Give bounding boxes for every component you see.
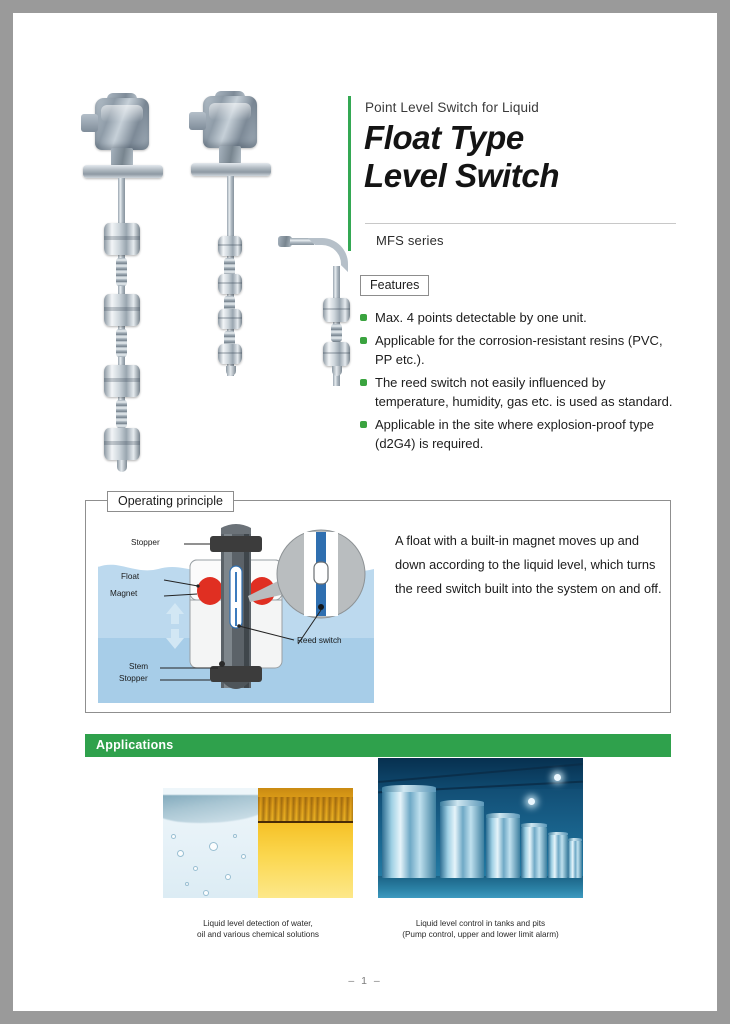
product-photo bbox=[73, 88, 358, 488]
storage-tank bbox=[440, 804, 484, 878]
float-2 bbox=[218, 274, 242, 294]
tank-farm-photo bbox=[378, 758, 583, 898]
page-footer: – 1 – bbox=[348, 975, 382, 987]
applications-heading: Applications bbox=[96, 738, 174, 752]
feature-item: The reed switch not easily influenced by temperature, humidity, gas etc. is used as standard. bbox=[360, 373, 680, 412]
figure-caption-line2: (Pump control, upper and lower limit alarm) bbox=[402, 930, 559, 939]
terminal-head bbox=[95, 98, 149, 150]
bubble bbox=[185, 882, 189, 886]
spring-3 bbox=[116, 400, 127, 428]
spring-1 bbox=[116, 258, 127, 286]
page-title bbox=[364, 119, 559, 195]
elbow-bend bbox=[308, 238, 348, 272]
bubble bbox=[171, 834, 176, 839]
float-1 bbox=[323, 298, 350, 322]
diagram-label-float: Float bbox=[121, 572, 140, 581]
float-1 bbox=[104, 223, 140, 255]
figure-caption-line2: oil and various chemical solutions bbox=[197, 930, 319, 939]
header-eyebrow: Point Level Switch for Liquid bbox=[365, 100, 539, 115]
page-title-line2: Level Switch bbox=[364, 157, 560, 194]
storage-tank bbox=[548, 834, 568, 878]
stem-tip bbox=[117, 460, 127, 472]
operating-principle-heading: Operating principle bbox=[107, 491, 234, 512]
applications-bar bbox=[85, 734, 671, 757]
bubble bbox=[177, 850, 184, 857]
figure-caption-line1: Liquid level detection of water, bbox=[203, 919, 313, 928]
cable-entry bbox=[189, 112, 206, 130]
water-oil-photo bbox=[163, 788, 353, 898]
figure-caption-line1: Liquid level control in tanks and pits bbox=[415, 919, 546, 928]
diagram-label-stopper-bottom: Stopper bbox=[119, 674, 148, 683]
float-2 bbox=[323, 342, 350, 366]
stem-tip bbox=[226, 366, 236, 376]
neck bbox=[111, 148, 133, 166]
ceiling-lamp bbox=[528, 798, 535, 805]
diagram-label-reed-switch: Reed switch bbox=[297, 636, 342, 645]
diagram-label-stem: Stem bbox=[129, 662, 149, 671]
neck bbox=[219, 146, 241, 164]
feature-item: Max. 4 points detectable by one unit. bbox=[360, 308, 680, 328]
storage-tank bbox=[486, 816, 520, 878]
diagram-label-magnet: Magnet bbox=[110, 589, 138, 598]
figure-caption bbox=[163, 918, 353, 940]
series-label: MFS series bbox=[376, 233, 444, 248]
float-2 bbox=[104, 294, 140, 326]
datasheet-page bbox=[13, 13, 717, 1011]
storage-tank bbox=[521, 826, 547, 878]
feature-item: Applicable for the corrosion-resistant resins (PVC, PP etc.). bbox=[360, 331, 680, 370]
storage-tank bbox=[382, 790, 436, 878]
storage-tank bbox=[568, 840, 582, 878]
application-figure-tanks bbox=[378, 758, 583, 938]
float-4 bbox=[104, 428, 140, 460]
page-title-line1: Float Type bbox=[364, 119, 524, 156]
cable-entry bbox=[81, 114, 98, 132]
bubble bbox=[203, 890, 209, 896]
operating-principle-diagram bbox=[98, 518, 374, 703]
bubble bbox=[209, 842, 218, 851]
terminal-head bbox=[203, 96, 257, 148]
spring-1 bbox=[331, 324, 342, 342]
bubble bbox=[233, 834, 237, 838]
ceiling-lamp bbox=[554, 774, 561, 781]
float-1 bbox=[218, 236, 242, 256]
process-flange bbox=[191, 163, 271, 176]
features-heading: Features bbox=[360, 275, 429, 296]
green-accent-bar bbox=[348, 96, 351, 251]
diagram-label-stopper-top: Stopper bbox=[131, 538, 160, 547]
application-figure-water-oil bbox=[163, 788, 353, 938]
features-list bbox=[360, 308, 680, 454]
feature-item: Applicable in the site where explosion-proof type (d2G4) is required. bbox=[360, 415, 680, 454]
bubble bbox=[225, 874, 231, 880]
oil-surface-texture bbox=[258, 797, 353, 821]
figure-caption bbox=[378, 918, 583, 940]
process-flange bbox=[83, 165, 163, 178]
spring-2 bbox=[116, 329, 127, 357]
oil-level-line bbox=[258, 821, 353, 823]
bubble bbox=[241, 854, 246, 859]
stem-tip bbox=[332, 366, 342, 376]
features-section bbox=[360, 275, 680, 457]
product-header bbox=[348, 91, 678, 256]
float-4 bbox=[218, 344, 242, 364]
title-divider bbox=[365, 223, 676, 224]
operating-principle-description: A float with a built-in magnet moves up and down according to the liquid level, which turns the reed switch built into the system on and off. bbox=[395, 533, 662, 596]
floor bbox=[378, 876, 583, 898]
float-3 bbox=[218, 309, 242, 329]
float-3 bbox=[104, 365, 140, 397]
bubble bbox=[193, 866, 198, 871]
